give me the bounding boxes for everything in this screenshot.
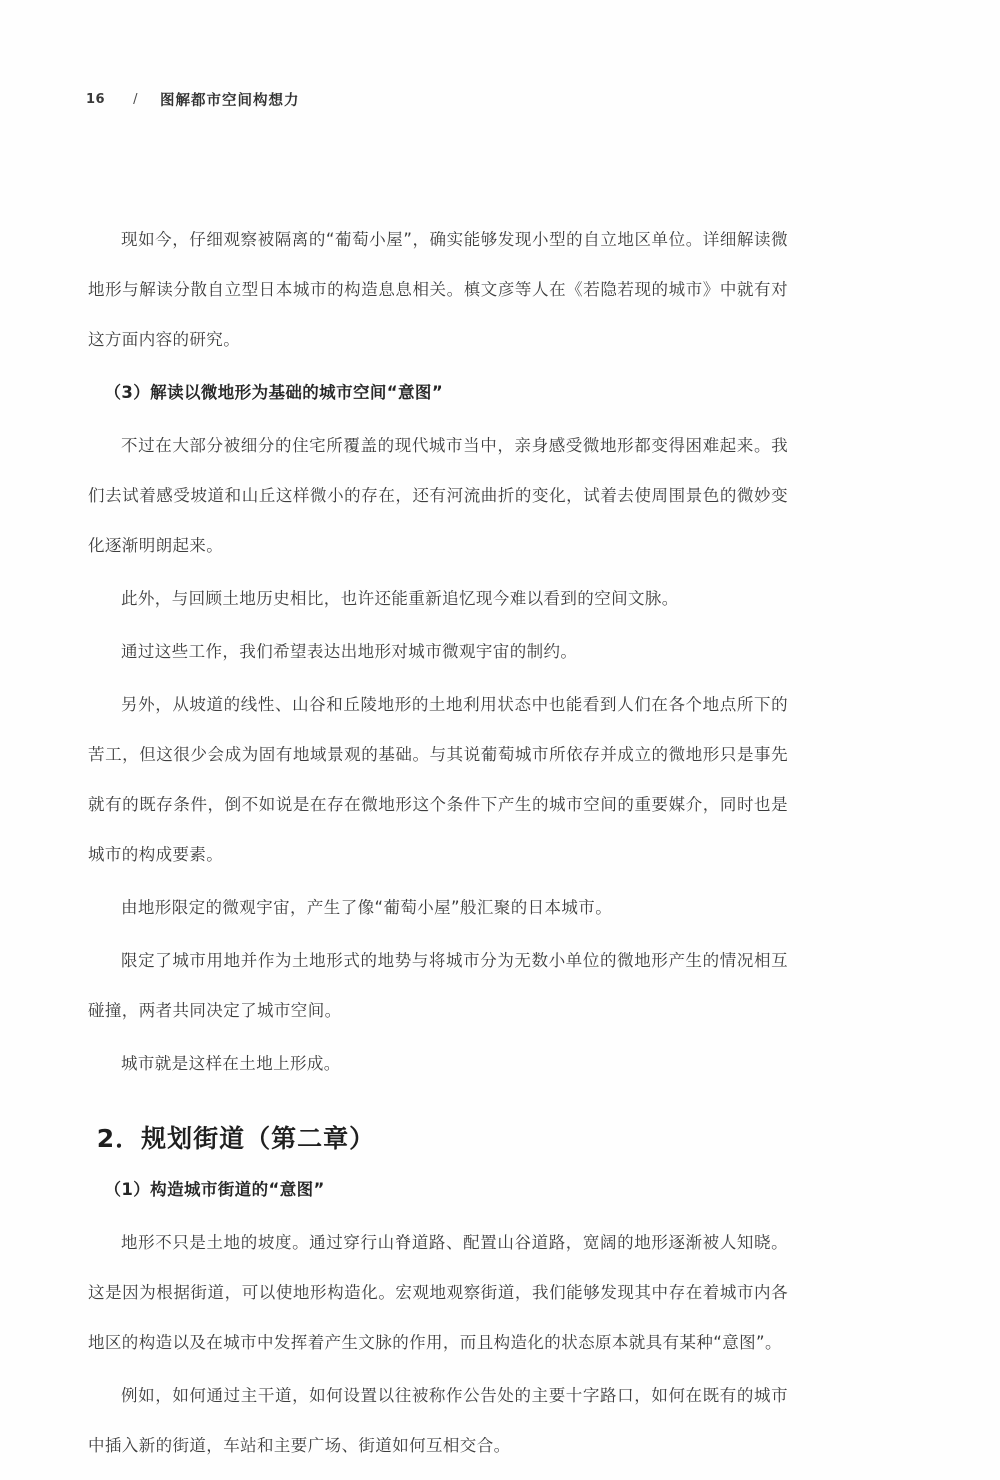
- paragraph: 地形不只是土地的坡度。通过穿行山脊道路、配置山谷道路，宽阔的地形逐渐被人知晓。这是因为根据街道，可以使地形构造化。宏观地观察街道，我们能够发现其中存在着城市内各地区的构造以及在城市中发挥着产生文脉的作用，而且构造化的状态原本就具有某种“意图”。: [88, 1233, 788, 1352]
- page-number: 16: [86, 91, 106, 107]
- sub-heading: （3）解读以微地形为基础的城市空间“意图”: [104, 383, 444, 402]
- section-heading: 2．规划街道（第二章）: [96, 1124, 376, 1153]
- paragraph: 限定了城市用地并作为土地形式的地势与将城市分为无数小单位的微地形产生的情况相互碰撞，两者共同决定了城市空间。: [88, 951, 788, 1020]
- page-content: [88, 215, 788, 1474]
- sub-heading: （1）构造城市街道的“意图”: [104, 1180, 325, 1199]
- paragraph: 城市就是这样在土地上形成。: [121, 1054, 341, 1073]
- paragraph: 由地形限定的微观宇宙，产生了像“葡萄小屋”般汇聚的日本城市。: [121, 898, 613, 917]
- header-separator: /: [133, 91, 138, 107]
- paragraph: 现如今，仔细观察被隔离的“葡萄小屋”，确实能够发现小型的自立地区单位。详细解读微地形与解读分散自立型日本城市的构造息息相关。槙文彦等人在《若隐若现的城市》中就有对这方面内容的研究。: [88, 230, 788, 349]
- paragraph: 另外，从坡道的线性、山谷和丘陵地形的土地利用状态中也能看到人们在各个地点所下的苦工，但这很少会成为固有地域景观的基础。与其说葡萄城市所依存并成立的微地形只是事先就有的既存条件，倒不如说是在存在微地形这个条件下产生的城市空间的重要媒介，同时也是城市的构成要素。: [88, 695, 788, 864]
- page-header: [86, 88, 914, 110]
- paragraph: 例如，如何通过主干道，如何设置以往被称作公告处的主要十字路口，如何在既有的城市中插入新的街道，车站和主要广场、街道如何互相交合。: [88, 1386, 788, 1455]
- paragraph: 不过在大部分被细分的住宅所覆盖的现代城市当中，亲身感受微地形都变得困难起来。我们去试着感受坡道和山丘这样微小的存在，还有河流曲折的变化，试着去使周围景色的微妙变化逐渐明朗起来。: [88, 436, 788, 555]
- paragraph: 此外，与回顾土地历史相比，也许还能重新追忆现今难以看到的空间文脉。: [121, 589, 679, 608]
- paragraph: 通过这些工作，我们希望表达出地形对城市微观宇宙的制约。: [121, 642, 578, 661]
- book-title: 图解都市空间构想力: [159, 92, 300, 109]
